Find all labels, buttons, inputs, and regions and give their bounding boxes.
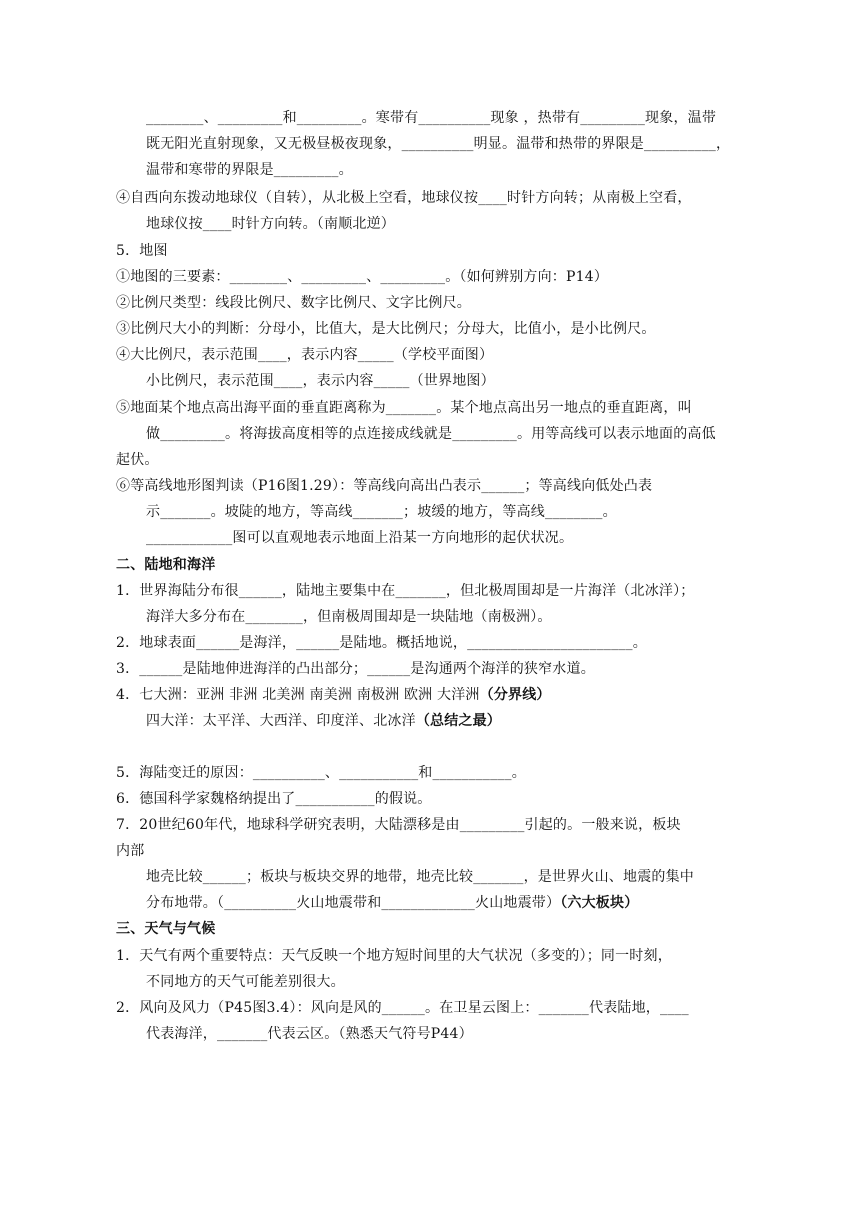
line-text: 2．地球表面______是海洋，______是陆地。概括地说，_______________________。 — [116, 635, 647, 651]
text-line — [116, 319, 746, 339]
line-text: 分布地带。（__________火山地震带和_____________火山地震带） — [146, 895, 561, 911]
line-text: 温带和寒带的界限是_________。 — [146, 162, 353, 178]
text-line — [146, 214, 776, 234]
text-line — [116, 241, 746, 261]
text-line — [116, 789, 746, 809]
line-text: 地球仪按____时针方向转。（南顺北逆） — [146, 216, 395, 232]
text-line — [146, 528, 776, 548]
line-text: ⑥等高线地形图判读（P16图1.29）：等高线向高出凸表示______；等高线向低处凸表 — [116, 478, 653, 494]
bold-note: （六大板块） — [560, 895, 639, 911]
text-line — [146, 867, 776, 887]
text-line — [116, 450, 746, 470]
line-text: ②比例尺类型：线段比例尺、数字比例尺、文字比例尺。 — [116, 295, 471, 311]
text-line — [146, 972, 776, 992]
text-line — [116, 946, 746, 966]
text-line — [146, 108, 776, 128]
line-text: 示_______。坡陡的地方，等高线_______；坡缓的地方，等高线________。 — [146, 504, 617, 520]
section-heading — [116, 555, 746, 575]
text-line — [116, 188, 746, 208]
line-text: ③比例尺大小的判断：分母小，比值大，是大比例尺；分母大，比值小，是小比例尺。 — [116, 321, 656, 337]
text-line — [116, 815, 746, 835]
line-text: ⑤地面某个地点高出海平面的垂直距离称为_______。某个地点高出另一地点的垂直距离，叫 — [116, 400, 692, 416]
line-text: 内部 — [116, 843, 145, 859]
text-line — [116, 398, 746, 418]
line-text: 5．海陆变迁的原因：__________、___________和___________。 — [116, 765, 526, 781]
text-line — [146, 711, 776, 731]
line-text: 1．世界海陆分布很______，陆地主要集中在_______，但北极周围却是一片海洋（北冰洋）； — [116, 583, 695, 599]
line-text: 代表海洋，_______代表云区。（熟悉天气符号P44） — [146, 1026, 473, 1042]
line-text: 地壳比较______；板块与板块交界的地带，地壳比较_______，是世界火山、地震的集中 — [146, 869, 694, 885]
text-line — [146, 607, 776, 627]
text-line — [116, 841, 746, 861]
text-line — [116, 476, 746, 496]
line-text: 2．风向及风力（P45图3.4）：风向是风的______。在卫星云图上：_______代表陆地，____ — [116, 1000, 689, 1016]
line-text: ④自西向东拨动地球仪（自转），从北极上空看，地球仪按____时针方向转；从南极上空看， — [116, 190, 692, 206]
line-text: 三、天气与气候 — [116, 921, 216, 937]
text-line — [146, 371, 776, 391]
text-line — [146, 502, 776, 522]
text-line — [116, 659, 746, 679]
line-text: ____________图可以直观地表示地面上沿某一方向地形的起伏状况。 — [146, 530, 574, 546]
line-text: 做_________。将海拔高度相等的点连接成线就是_________。用等高线可以表示地面的高低 — [146, 426, 716, 442]
line-text: 6．德国科学家魏格纳提出了___________的假说。 — [116, 791, 432, 807]
line-text: 既无阳光直射现象，又无极昼极夜现象，__________明显。温带和热带的界限是__________， — [146, 136, 731, 152]
line-text: ①地图的三要素：________、_________、_________。（如何辨别方向：P14） — [116, 269, 609, 285]
text-line — [116, 581, 746, 601]
line-text: 海洋大多分布在________，但南极周围却是一块陆地（南极洲）。 — [146, 609, 552, 625]
text-line — [116, 633, 746, 653]
line-text: 不同地方的天气可能差别很大。 — [146, 974, 345, 990]
text-line — [116, 345, 746, 365]
text-line — [116, 293, 746, 313]
line-text: 4．七大洲：亚洲 非洲 北美洲 南美洲 南极洲 欧洲 大洋洲 — [116, 687, 480, 703]
line-text: 5．地图 — [116, 243, 168, 259]
text-line — [146, 160, 776, 180]
line-text: 7．20世纪60年代，地球科学研究表明，大陆漂移是由_________引起的。一般来说，板块 — [116, 817, 681, 833]
text-line — [146, 893, 776, 913]
text-line — [146, 1024, 776, 1044]
text-line — [116, 763, 746, 783]
line-text: 1．天气有两个重要特点：天气反映一个地方短时间里的大气状况（多变的）；同一时刻， — [116, 948, 672, 964]
line-text: 小比例尺，表示范围____，表示内容_____（世界地图） — [146, 373, 495, 389]
bold-note: （总结之最） — [415, 713, 502, 729]
bold-note: （分界线） — [479, 687, 551, 703]
text-line — [146, 424, 776, 444]
line-text: 3．______是陆地伸进海洋的凸出部分；______是沟通两个海洋的狭窄水道。 — [116, 661, 595, 677]
text-line — [116, 685, 746, 705]
text-line — [116, 998, 746, 1018]
line-text: ________、_________和_________。寒带有__________现象 ，热带有_________现象，温带 — [146, 110, 717, 126]
text-line — [116, 267, 746, 287]
line-text: 二、陆地和海洋 — [116, 557, 216, 573]
line-text: 四大洋：太平洋、大西洋、印度洋、北冰洋 — [146, 713, 416, 729]
line-text: ④大比例尺，表示范围____，表示内容_____（学校平面图） — [116, 347, 494, 363]
line-text: 起伏。 — [116, 452, 159, 468]
section-heading — [116, 919, 746, 939]
text-line — [146, 134, 776, 154]
